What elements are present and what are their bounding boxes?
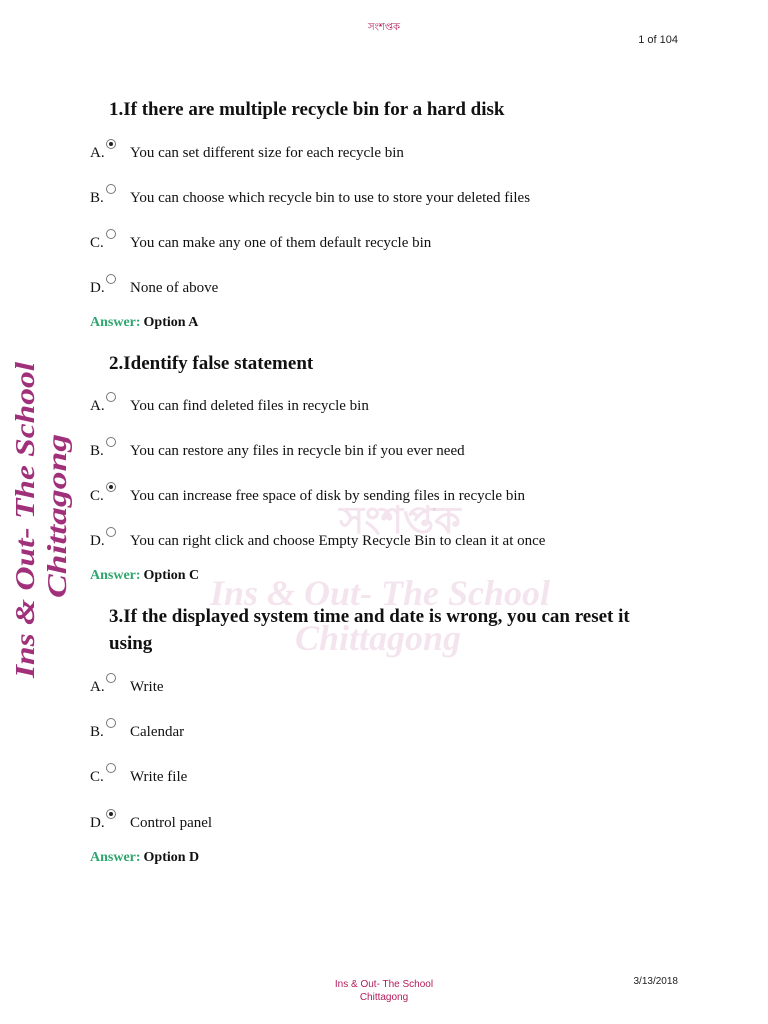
radio-button-icon[interactable]: [106, 392, 116, 402]
option-letter: D.: [90, 815, 105, 831]
radio-button-icon[interactable]: [106, 763, 116, 773]
answer-label: Answer:: [90, 315, 141, 330]
center-watermark-line1: Ins & Out- The School: [209, 573, 551, 613]
option-letter: A.: [90, 679, 105, 695]
radio-button-icon[interactable]: [106, 274, 116, 284]
page-number: 1 of 104: [638, 34, 678, 46]
radio-button-selected-icon[interactable]: [106, 809, 116, 819]
answer-value: Option A: [143, 315, 199, 330]
answer-value: Option C: [143, 568, 200, 583]
radio-button-icon[interactable]: [106, 718, 116, 728]
question-title: 3.If the displayed system time and date is wrong, you can reset it using: [109, 606, 630, 654]
header-brand: সংশপ্তক: [367, 22, 401, 33]
option-text: Write file: [130, 769, 188, 785]
radio-button-icon[interactable]: [106, 229, 116, 239]
radio-button-icon[interactable]: [106, 527, 116, 537]
center-watermark-line2: Chittagong: [294, 618, 462, 658]
side-watermark-line2: Chittagong: [42, 473, 72, 598]
option-text: You can set different size for each recycle bin: [130, 145, 404, 161]
option-letter: A.: [90, 145, 105, 161]
answer-label: Answer:: [90, 568, 141, 583]
option-text: You can find deleted files in recycle bin: [130, 398, 369, 414]
option-text: Control panel: [130, 815, 213, 831]
option-text: You can make any one of them default recycle bin: [130, 235, 432, 251]
radio-button-icon[interactable]: [106, 673, 116, 683]
option-letter: D.: [90, 280, 105, 296]
option-text: You can increase free space of disk by sending files in recycle bin: [130, 488, 526, 504]
center-watermark-brand: সংশপ্তক: [339, 498, 461, 542]
option-text: Write: [130, 679, 164, 695]
option-letter: C.: [90, 235, 104, 251]
answer-line: [90, 315, 198, 331]
option-text: Calendar: [130, 724, 185, 740]
radio-button-icon[interactable]: [106, 184, 116, 194]
question-title: 2.Identify false statement: [109, 353, 314, 374]
option-letter: A.: [90, 398, 105, 414]
answer-value: Option D: [143, 850, 200, 865]
option-text: You can right click and choose Empty Recycle Bin to clean it at once: [130, 533, 546, 549]
option-letter: B.: [90, 724, 104, 740]
option-letter: D.: [90, 533, 105, 549]
footer-brand-line2: Chittagong: [359, 992, 409, 1003]
radio-button-selected-icon[interactable]: [106, 482, 116, 492]
option-text: You can choose which recycle bin to use to store your deleted files: [130, 190, 531, 206]
option-letter: C.: [90, 769, 104, 785]
footer-brand-line1: Ins & Out- The School: [334, 979, 434, 990]
answer-line: [90, 568, 199, 584]
answer-line: [90, 850, 199, 866]
question-title: 1.If there are multiple recycle bin for a hard disk: [109, 99, 505, 120]
option-letter: B.: [90, 443, 104, 459]
answer-label: Answer:: [90, 850, 141, 865]
radio-button-icon[interactable]: [106, 437, 116, 447]
option-letter: C.: [90, 488, 104, 504]
option-letter: B.: [90, 190, 104, 206]
side-watermark: [4, 360, 74, 680]
option-text: None of above: [130, 280, 219, 296]
option-text: You can restore any files in recycle bin if you ever need: [130, 443, 465, 459]
side-watermark-line1: Ins & Out- The School: [10, 422, 40, 678]
footer-date: 3/13/2018: [633, 976, 678, 987]
radio-button-selected-icon[interactable]: [106, 139, 116, 149]
